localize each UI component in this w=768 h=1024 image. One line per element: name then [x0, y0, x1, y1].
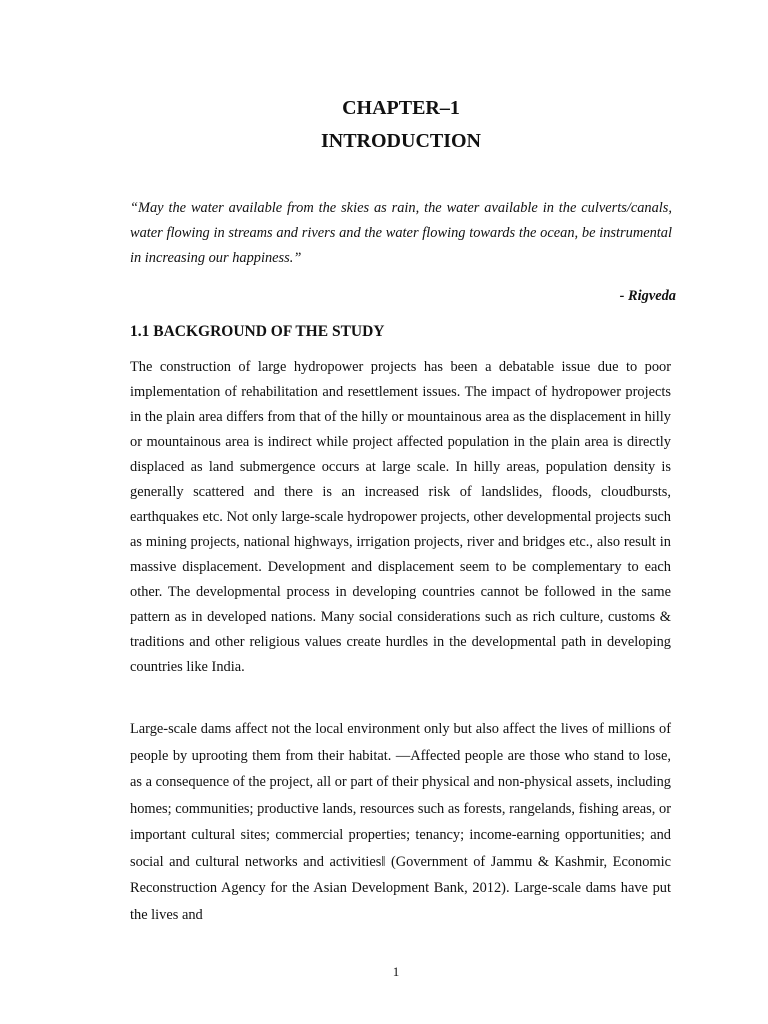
epigraph-attribution: - Rigveda: [619, 288, 676, 304]
body-paragraph: The construction of large hydropower projects has been a debatable issue due to poor implementation of rehabilitation and resettlement issues. The impact of hydropower projects in the plain area differs from that of the hilly or mountainous area as the displacement in hilly or mountainous area is indirect while project affected population in the plain area is directly displaced as land submergence occurs at large scale. In hilly areas, population density is generally scattered and there is an increased risk of landslides, floods, cloudbursts, earthquakes etc. Not only large-scale hydropower projects, other developmental projects such as mining projects, national highways, irrigation projects, river and bridges etc., also result in massive displacement. Development and displacement seem to be complementary to each other. The developmental process in developing countries cannot be followed in the same pattern as in developed nations. Many social considerations such as rich culture, customs & traditions and other religious values create hurdles in the developmental path in developing countries like India.: [130, 359, 671, 675]
epigraph-quote: “May the water available from the skies as rain, the water available in the culverts/canals, water flowing in streams and rivers and the water flowing towards the ocean, be instrumental in increasing our happiness.”: [130, 200, 672, 266]
section-heading: 1.1 BACKGROUND OF THE STUDY: [130, 323, 385, 340]
chapter-label: CHAPTER–1: [342, 97, 460, 119]
body-paragraph: Large-scale dams affect not the local environment only but also affect the lives of millions of people by uprooting them from their habitat. ―Affected people are those who stand to lose, as a consequence of the project, all or part of their physical and non-physical assets, including homes; communities; productive lands, resources such as forests, rangelands, fishing areas, or important cultural sites; commercial properties; tenancy; income-earning opportunities; and social and cultural networks and activities‖ (Government of Jammu & Kashmir, Economic Reconstruction Agency for the Asian Development Bank, 2012). Large-scale dams have put the lives and: [130, 721, 671, 923]
chapter-title: INTRODUCTION: [320, 130, 482, 152]
page-number: 1: [392, 964, 400, 979]
